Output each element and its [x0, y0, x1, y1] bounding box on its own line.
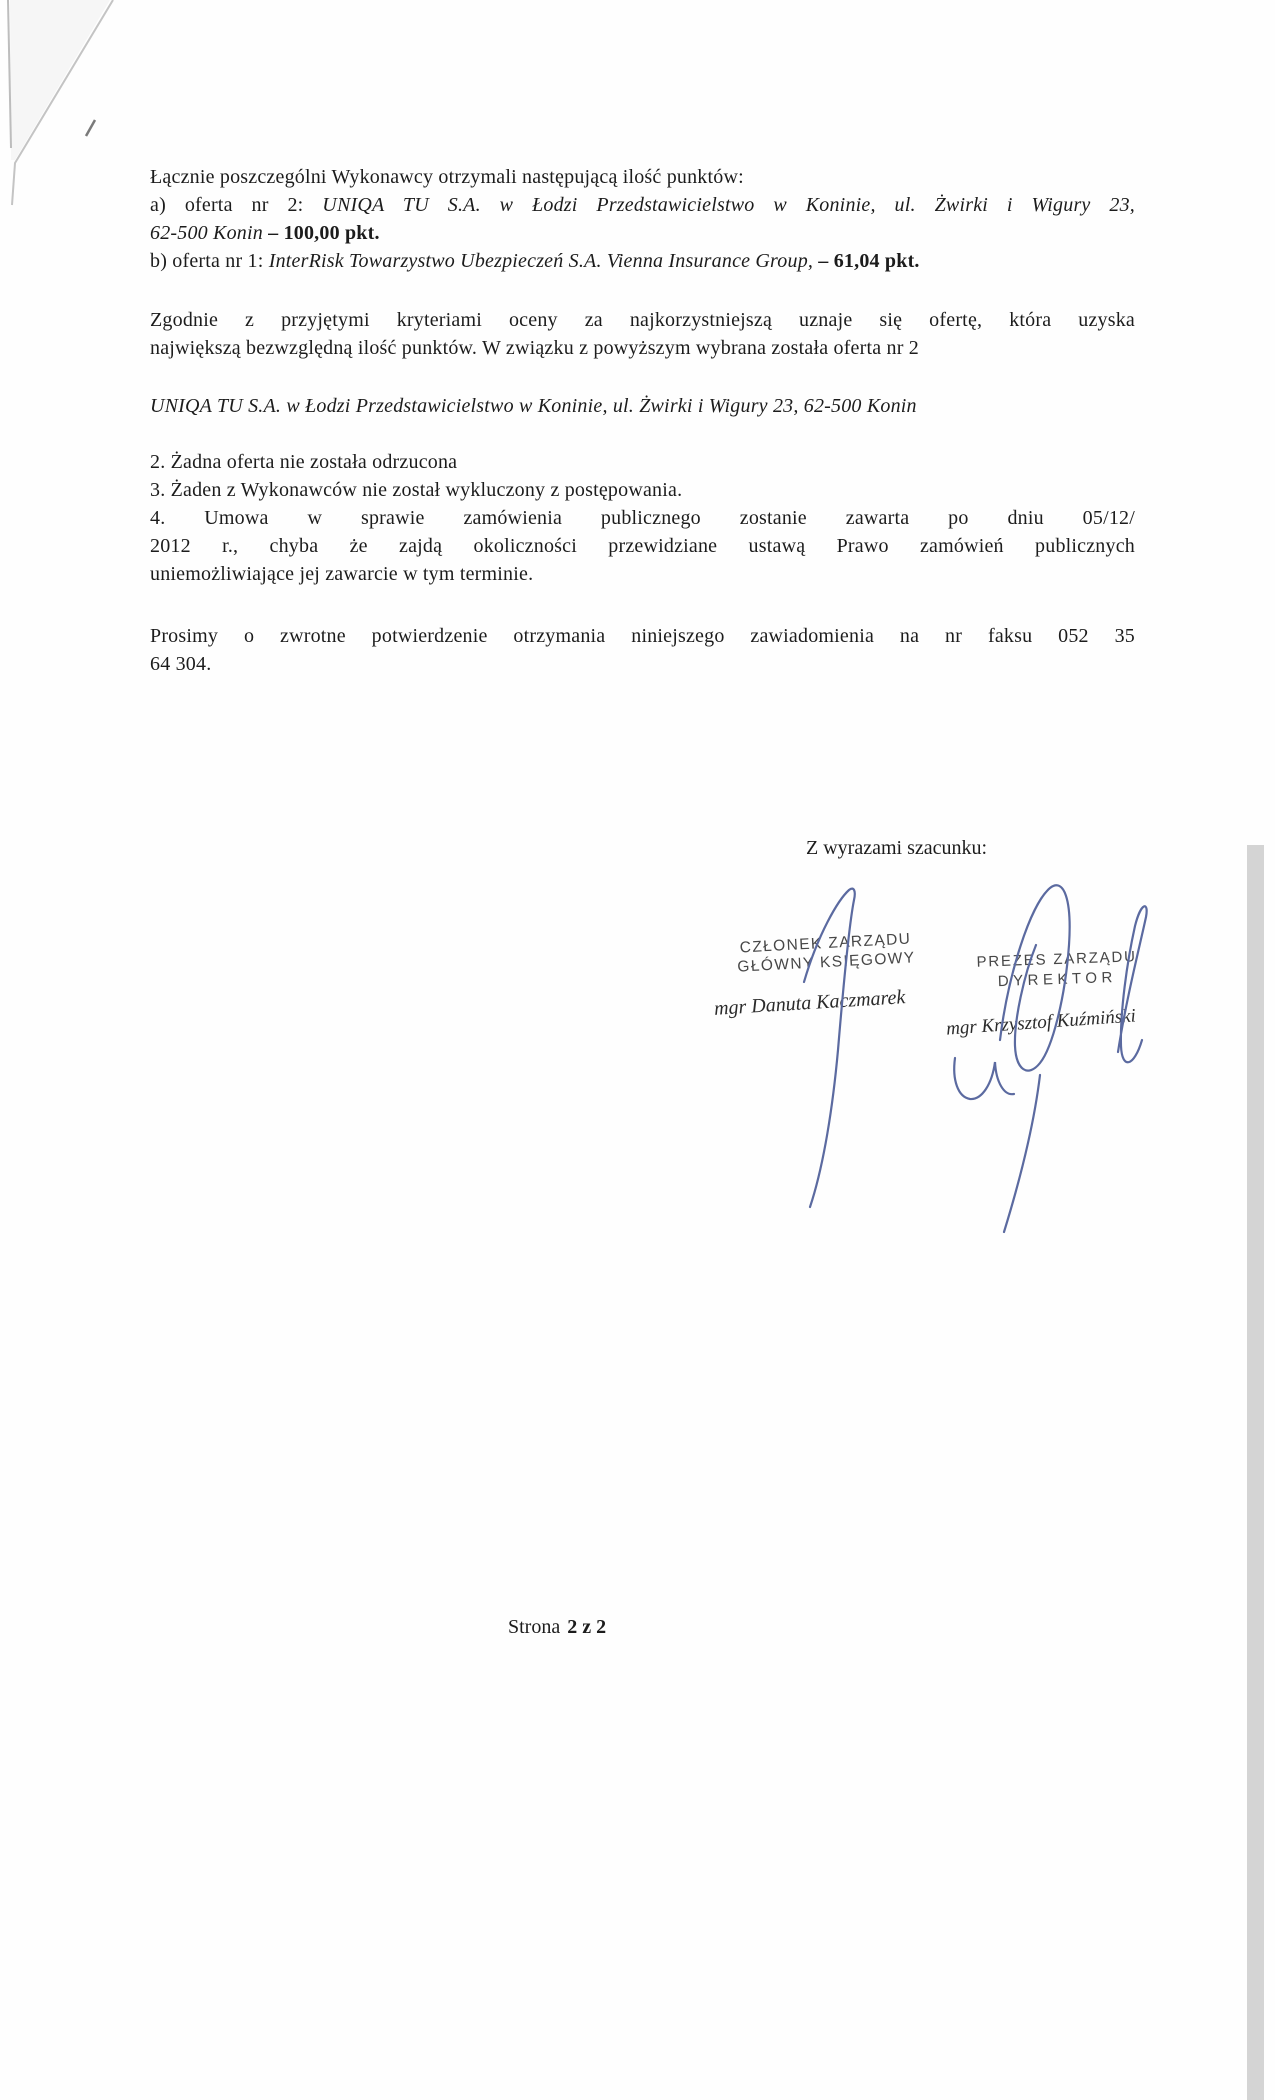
selection-line-1: Zgodnie z przyjętymi kryteriami oceny za najkorzystniejszą uznaje się ofertę, która uzyska [150, 309, 1135, 331]
footer-page-number: 2 z 2 [567, 1616, 607, 1638]
stamp-right-title-2: DYREKTOR [997, 968, 1118, 991]
stamp-left-name: mgr Danuta Kaczmarek [713, 986, 906, 1020]
item-2: 2. Żadna oferta nie została odrzucona [150, 451, 458, 473]
signature-right-ink-curl [954, 1058, 1014, 1099]
page-footer [508, 1616, 606, 1639]
item-4-line2: 2012 r., chyba że zajdą okoliczności przewidziane ustawą Prawo zamówień publicznych [150, 535, 1135, 557]
scores-intro-line: Łącznie poszczególni Wykonawcy otrzymali następującą ilość punktów: [150, 166, 744, 188]
item-4-line3: uniemożliwiające jej zawarcie w tym terminie. [150, 563, 534, 585]
numbered-items [150, 448, 1135, 588]
offer-b-line: b) oferta nr 1: InterRisk Towarzystwo Ubezpieczeń S.A. Vienna Insurance Group, – 61,04 pkt. [150, 250, 920, 272]
stamp-right-name: mgr Krzysztof Kuźmiński [945, 1005, 1137, 1040]
item-3: 3. Żaden z Wykonawców nie został wykluczony z postępowania. [150, 479, 683, 501]
scores-paragraph [150, 163, 1135, 275]
signature-right-ink-descender [1004, 1075, 1040, 1232]
handwritten-signatures [660, 860, 1260, 1260]
closing-salutation: Z wyrazami szacunku: [806, 837, 988, 859]
signature-left-ink [804, 889, 855, 1207]
signature-right-ink-loop1 [1000, 885, 1070, 1070]
selection-paragraph [150, 306, 1135, 362]
fax-request-paragraph [150, 622, 1135, 678]
offer-a-line2: 62-500 Konin – 100,00 pkt. [150, 222, 380, 244]
stamp-left-title-1: CZŁONEK ZARZĄDU [739, 930, 912, 957]
fax-request-line2: 64 304. [150, 653, 212, 675]
fax-request-line1: Prosimy o zwrotne potwierdzenie otrzymania niniejszego zawiadomienia na nr faksu 052 35 [150, 625, 1135, 647]
scan-corner-artifact [0, 0, 170, 220]
footer-label: Strona [508, 1616, 561, 1638]
signature-right-ink-loop2 [1118, 906, 1147, 1062]
stamp-right-title-1: PREZES ZARZĄDU [976, 948, 1137, 971]
stamp-left-title-2: GŁÓWNY KSIĘGOWY [737, 949, 916, 976]
offer-a-line1: a) oferta nr 2: UNIQA TU S.A. w Łodzi Przedstawicielstwo w Koninie, ul. Żwirki i Wigury 23, [150, 194, 1135, 216]
selection-line-2: największą bezwzględną ilość punktów. W związku z powyższym wybrana została oferta nr 2 [150, 337, 919, 359]
item-4-line1: 4. Umowa w sprawie zamówienia publicznego zostanie zawarta po dniu 05/12/ [150, 507, 1135, 529]
winner-company-line: UNIQA TU S.A. w Łodzi Przedstawicielstwo w Koninie, ul. Żwirki i Wigury 23, 62-500 Konin [150, 395, 917, 417]
